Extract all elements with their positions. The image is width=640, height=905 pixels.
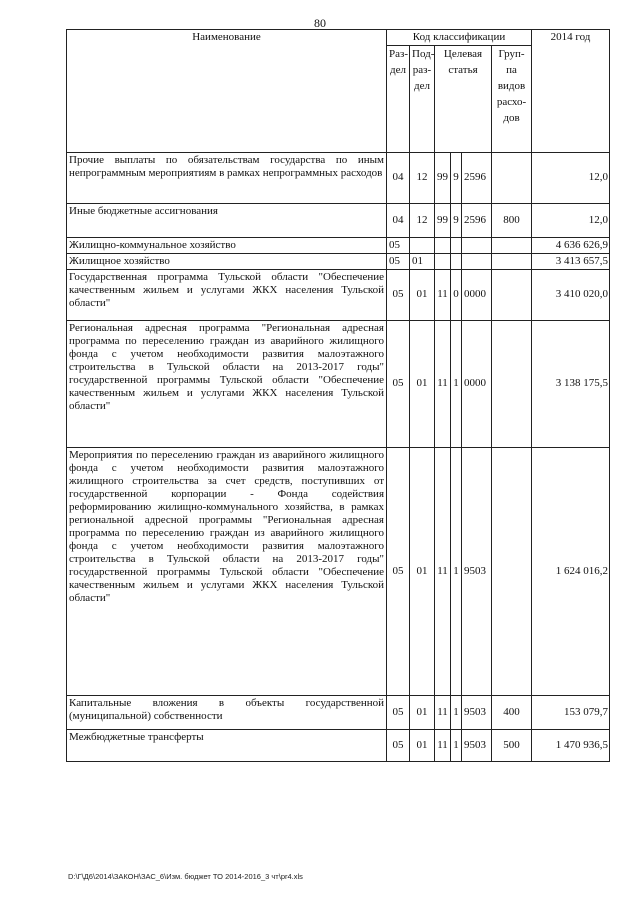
header-group-line: видов — [497, 79, 526, 92]
row-amount: 3 413 657,5 — [532, 253, 610, 269]
row-amount: 12,0 — [532, 203, 610, 237]
header-target-line: Целевая — [443, 47, 483, 60]
row-target-code — [462, 253, 492, 269]
footer-file-path: D:\Г\Д6\2014\ЗАКОН\ЗАС_6\Изм. бюджет ТО 2014-2016_3 чт\pr4.xls — [68, 872, 303, 881]
row-target-program: 11 — [435, 447, 451, 695]
row-razdel: 05 — [387, 320, 410, 447]
row-target-subprogram: 1 — [451, 729, 462, 761]
row-podrazdel: 01 — [410, 269, 435, 320]
row-expense-group: 400 — [492, 695, 532, 729]
header-razdel — [387, 45, 410, 152]
table-row — [67, 729, 610, 761]
row-razdel: 05 — [387, 269, 410, 320]
row-razdel: 05 — [387, 729, 410, 761]
page-number: 80 — [314, 16, 326, 30]
row-name: Жилищное хозяйство — [67, 253, 387, 269]
row-target-subprogram: 1 — [451, 695, 462, 729]
row-target-subprogram: 9 — [451, 203, 462, 237]
table-row — [67, 447, 610, 695]
header-name: Наименование — [67, 30, 387, 153]
header-group-line: Груп- — [498, 47, 525, 60]
row-expense-group — [492, 269, 532, 320]
row-target-code — [462, 237, 492, 253]
row-target-program: 11 — [435, 695, 451, 729]
row-target-subprogram: 9 — [451, 152, 462, 203]
table-row — [67, 253, 610, 269]
row-name: Межбюджетные трансферты — [67, 729, 387, 761]
table-row — [67, 269, 610, 320]
row-expense-group: 800 — [492, 203, 532, 237]
row-expense-group — [492, 447, 532, 695]
header-podrazdel-line: Под- — [412, 47, 435, 60]
row-target-subprogram: 0 — [451, 269, 462, 320]
row-expense-group: 500 — [492, 729, 532, 761]
header-podrazdel-line: раз- — [412, 63, 432, 76]
row-expense-group — [492, 320, 532, 447]
header-podrazdel-line: дел — [414, 79, 430, 92]
row-amount: 3 138 175,5 — [532, 320, 610, 447]
header-code-group: Код классификации — [387, 30, 532, 46]
row-amount: 1 470 936,5 — [532, 729, 610, 761]
row-target-program — [435, 237, 451, 253]
row-amount: 1 624 016,2 — [532, 447, 610, 695]
row-razdel: 05 — [387, 447, 410, 695]
row-razdel: 04 — [387, 152, 410, 203]
row-podrazdel: 01 — [410, 320, 435, 447]
header-group-line: дов — [503, 111, 520, 124]
table-row — [67, 152, 610, 203]
row-amount: 3 410 020,0 — [532, 269, 610, 320]
row-name: Государственная программа Тульской области "Обеспечение качественным жильем и услугами ЖКХ населения Тульской области" — [67, 269, 387, 320]
row-name: Жилищно-коммунальное хозяйство — [67, 237, 387, 253]
row-name: Иные бюджетные ассигнования — [67, 203, 387, 237]
row-target-program: 11 — [435, 269, 451, 320]
row-target-subprogram — [451, 253, 462, 269]
table-row — [67, 203, 610, 237]
row-target-code: 9503 — [462, 447, 492, 695]
row-podrazdel: 01 — [410, 447, 435, 695]
row-target-program: 99 — [435, 203, 451, 237]
header-group — [492, 45, 532, 152]
header-target — [435, 45, 492, 152]
header-row-1 — [67, 30, 610, 46]
table-row — [67, 320, 610, 447]
row-name: Региональная адресная программа "Региональная адресная программа по переселению граждан из аварийного жилищного фонда с учетом необходимости развития малоэтажного строительства в Тульской области на 2013-2017 годы" государственной программы Тульской области "Обеспечение качественным жильем и услугами ЖКХ населения Тульской области" — [67, 320, 387, 447]
row-target-subprogram: 1 — [451, 447, 462, 695]
row-target-code: 9503 — [462, 729, 492, 761]
row-target-subprogram: 1 — [451, 320, 462, 447]
row-name: Прочие выплаты по обязательствам государства по иным непрограммным мероприятиям в рамках непрограммных расходов — [67, 152, 387, 203]
row-podrazdel: 12 — [410, 203, 435, 237]
header-target-line: статья — [448, 63, 478, 76]
row-target-program: 11 — [435, 729, 451, 761]
row-expense-group — [492, 237, 532, 253]
header-group-line: расхо- — [496, 95, 527, 108]
budget-table — [66, 29, 610, 762]
header-group-line: па — [506, 63, 517, 76]
row-target-code: 2596 — [462, 152, 492, 203]
row-podrazdel: 01 — [410, 729, 435, 761]
row-name: Мероприятия по переселению граждан из аварийного жилищного фонда с учетом необходимости развития малоэтажного жилищного строительства за счет средств, поступивших от государственной корпорации - Фонда содействия реформированию жилищно-коммунального хозяйства, в рамках региональной адресной программы "Региональная адресная программа по переселению граждан из аварийного жилищного фонда с учетом необходимости развития малоэтажного строительства в Тульской области на 2013-2017 годы" государственной программы Тульской области "Обеспечение качественным жильем и услугами ЖКХ населения Тульской области" — [67, 447, 387, 695]
row-target-program: 11 — [435, 320, 451, 447]
row-podrazdel: 12 — [410, 152, 435, 203]
header-podrazdel — [410, 45, 435, 152]
row-target-code: 9503 — [462, 695, 492, 729]
row-podrazdel — [410, 237, 435, 253]
row-amount: 4 636 626,9 — [532, 237, 610, 253]
row-target-code: 0000 — [462, 269, 492, 320]
row-expense-group — [492, 253, 532, 269]
row-amount: 12,0 — [532, 152, 610, 203]
row-razdel: 05 — [387, 237, 410, 253]
header-year: 2014 год — [532, 30, 610, 153]
row-razdel: 05 — [387, 253, 410, 269]
row-target-program: 99 — [435, 152, 451, 203]
row-target-code: 0000 — [462, 320, 492, 447]
row-podrazdel: 01 — [410, 253, 435, 269]
row-amount: 153 079,7 — [532, 695, 610, 729]
table-row — [67, 695, 610, 729]
header-razdel-line: дел — [390, 63, 406, 76]
header-razdel-line: Раз- — [389, 47, 409, 60]
row-expense-group — [492, 152, 532, 203]
row-name: Капитальные вложения в объекты государственной (муниципальной) собственности — [67, 695, 387, 729]
row-podrazdel: 01 — [410, 695, 435, 729]
row-razdel: 04 — [387, 203, 410, 237]
table-row — [67, 237, 610, 253]
row-target-code: 2596 — [462, 203, 492, 237]
row-razdel: 05 — [387, 695, 410, 729]
row-target-subprogram — [451, 237, 462, 253]
row-target-program — [435, 253, 451, 269]
